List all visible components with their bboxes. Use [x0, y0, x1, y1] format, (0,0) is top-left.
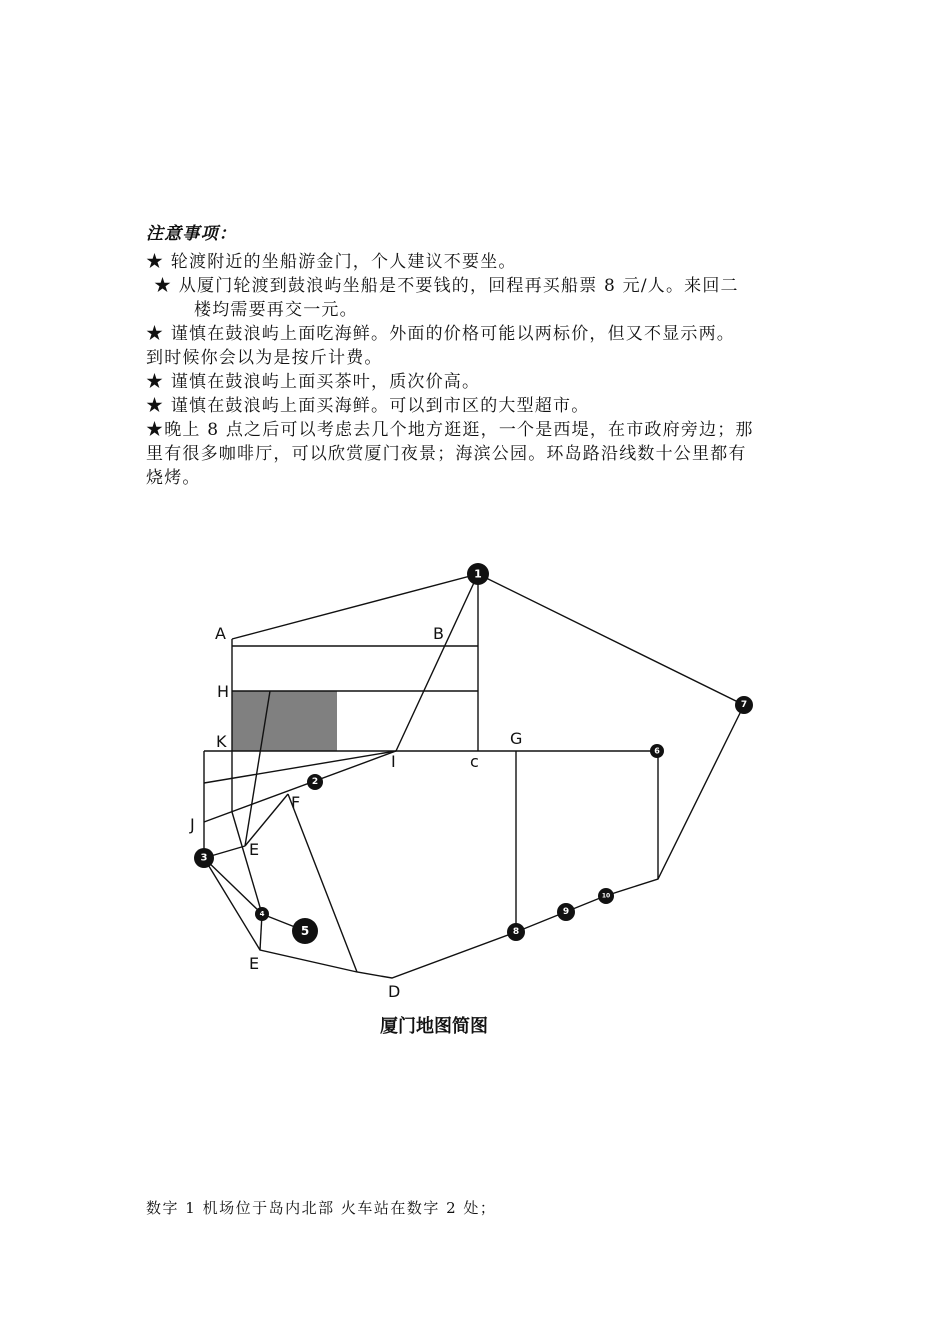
road-f-d	[288, 794, 357, 972]
marker-6	[650, 744, 664, 758]
svg-text:8: 8	[512, 927, 520, 937]
xiamen-sketch-map	[180, 555, 780, 1045]
label-g: G	[510, 729, 523, 748]
label-f: F	[291, 793, 301, 812]
island-outline	[204, 574, 744, 978]
label-b: B	[433, 624, 444, 643]
svg-text:1: 1	[474, 567, 482, 581]
shaded-area	[232, 691, 337, 751]
map-lines	[204, 574, 744, 978]
note-line: ★晚上 8 点之后可以考虑去几个地方逛逛，一个是西堤，在市政府旁边；那	[146, 420, 754, 440]
svg-text:7: 7	[740, 700, 748, 710]
marker-4	[255, 907, 269, 921]
svg-text:10: 10	[601, 892, 611, 900]
marker-7	[735, 696, 753, 714]
map-caption: 厦门地图简图	[380, 1016, 488, 1037]
label-e-lower: E	[249, 954, 260, 973]
svg-text:6: 6	[654, 746, 660, 756]
note-line: ★ 谨慎在鼓浪屿上面买茶叶，质次价高。	[146, 372, 481, 392]
road-i-west	[204, 751, 396, 783]
marker-9	[557, 903, 575, 921]
label-k: K	[216, 732, 227, 751]
marker-8	[507, 923, 525, 941]
svg-text:9: 9	[562, 907, 570, 917]
label-j: J	[190, 815, 195, 834]
label-a: A	[215, 624, 226, 643]
label-e-upper: E	[249, 840, 260, 859]
label-i: I	[391, 752, 396, 771]
notes-title: 注意事项：	[146, 224, 237, 244]
label-c: c	[470, 752, 479, 771]
notes-section	[146, 222, 816, 490]
label-h: H	[217, 682, 230, 701]
road-1-i	[396, 574, 478, 751]
svg-text:3: 3	[200, 852, 208, 864]
note-line: ★ 轮渡附近的坐船游金门，个人建议不要坐。	[146, 252, 517, 272]
marker-5	[292, 918, 318, 944]
marker-1	[467, 563, 489, 585]
svg-text:4: 4	[259, 910, 265, 918]
footnote: 数字 1 机场位于岛内北部 火车站在数字 2 处；	[146, 1199, 497, 1217]
note-line: ★ 从厦门轮渡到鼓浪屿坐船是不要钱的，回程再买船票 8 元/人。来回二	[154, 276, 739, 296]
note-line: 到时候你会以为是按斤计费。	[146, 348, 383, 368]
svg-text:2: 2	[311, 777, 319, 787]
note-line: 楼均需要再交一元。	[194, 300, 358, 320]
note-line: ★ 谨慎在鼓浪屿上面吃海鲜。外面的价格可能以两标价，但又不显示两。	[146, 324, 736, 344]
marker-2	[307, 774, 323, 790]
note-line: ★ 谨慎在鼓浪屿上面买海鲜。可以到市区的大型超市。	[146, 396, 590, 416]
marker-10	[598, 888, 614, 904]
note-line: 烧烤。	[146, 468, 201, 488]
marker-3	[194, 848, 214, 868]
label-d: D	[388, 982, 401, 1001]
note-line: 里有很多咖啡厅，可以欣赏厦门夜景；海滨公园。环岛路沿线数十公里都有	[146, 444, 747, 464]
svg-text:5: 5	[300, 924, 310, 938]
